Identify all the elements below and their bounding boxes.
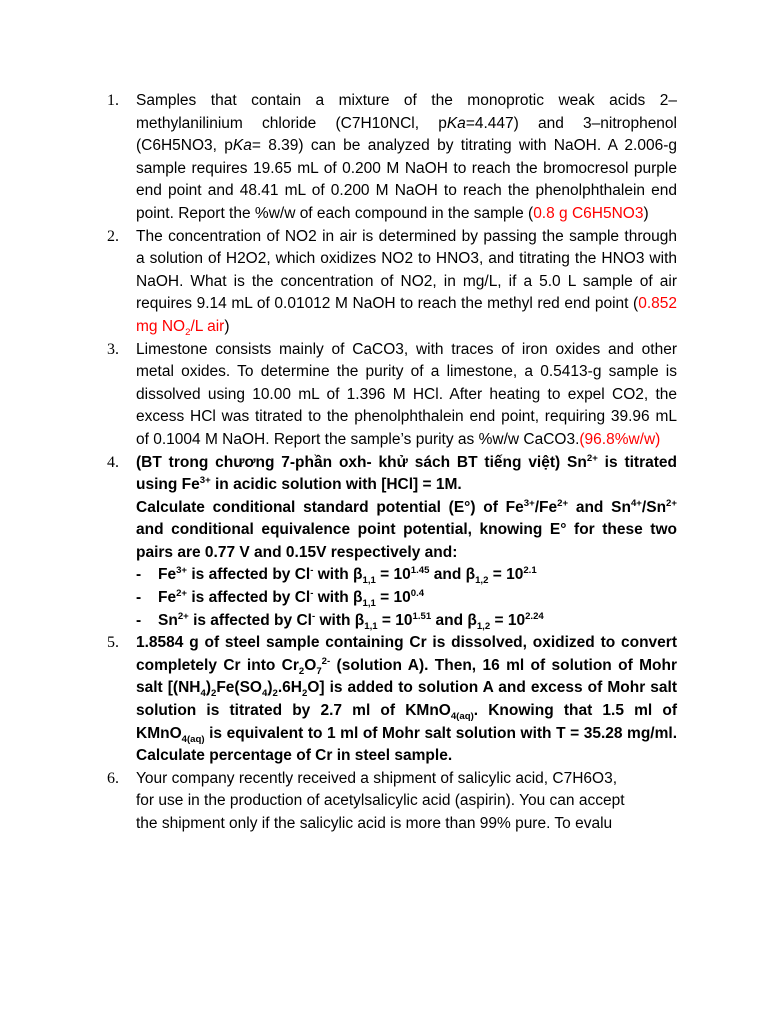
problem-number: 2.	[107, 227, 119, 245]
condition-item: - $Sn^{2+}$ is affected by Cl- with $\beta_{1,1} = 10^{1.51}$ and $\beta_{1,2} = 10^{2.24}$	[136, 610, 544, 632]
problem-text: Limestone consists mainly of CaCO3, with traces of iron oxides and other metal oxides. To determine the purity of a limestone, a 0.5413-g sample is dissolved using 10.00 mL of 1.396 M HCl. After heating to expel CO2, the excess HCl was titrated to the phenolphthalein end point, requiring 39.96 mL of 0.1004 M NaOH. Report the sample’s purity as %w/w CaCO3.(96.8%w/w)	[136, 340, 677, 448]
problem-2	[107, 226, 677, 339]
problem-line: for use in the production of acetylsalicylic acid (aspirin). You can accept	[136, 792, 625, 810]
answer-text: 0.852 mg $NO_2/L$ air	[136, 295, 677, 339]
problem-text: Samples that contain a mixture of the monoprotic weak acids 2–methylanilinium chloride (C7H10NCl, pKa=4.447) and 3–nitrophenol (C6H5NO3, pKa= 8.39) can be analyzed by titrating with NaOH. A 2.006-g sample requires 19.65 mL of 0.200 M NaOH to reach the bromocresol purple end point and 48.41 mL of 0.200 M NaOH to reach the phenolphthalein end point. Report the %w/w of each compound in the sample (0.8 g C6H5NO3)	[136, 92, 677, 222]
problem-paragraph: Calculate conditional standard potential (E°) of $Fe^{3+}/Fe^{2+}$ and $Sn^{4+}/Sn^{2+}$ and conditional equivalence point potential, knowing E° for these two pairs are 0.77 V and 0.15V respectively and:	[136, 497, 677, 561]
problem-6	[107, 768, 677, 836]
problem-number: 5.	[107, 634, 119, 652]
answer-text: (96.8%w/w)	[579, 430, 661, 448]
problem-5	[107, 632, 677, 768]
problem-line: Your company recently received a shipment of salicylic acid, C7H6O3,	[136, 769, 618, 787]
problem-number: 1.	[107, 92, 119, 109]
condition-item: - $Fe^{2+}$ is affected by Cl- with $\beta_{1,1} = 10^{0.4}$	[136, 587, 425, 610]
problem-line: the shipment only if the salicylic acid is more than 99% pure. To evalu	[136, 815, 613, 832]
problem-number: 6.	[107, 769, 119, 787]
problem-text: (BT trong chương 7-phần oxh- khử sách BT tiếng việt) $Sn^{2+}$ is titrated using $Fe^{3+}$ in acidic solution with [HCl] = 1M.	[136, 452, 677, 494]
problem-text	[136, 768, 677, 836]
problem-number: 3.	[107, 340, 119, 358]
problem-1	[107, 90, 677, 226]
problem-4	[107, 452, 677, 633]
problem-number: 4.	[107, 453, 119, 471]
answer-text: 0.8 g C6H5NO3	[533, 204, 644, 222]
problem-text: 1.8584 g of steel sample containing Cr is dissolved, oxidized to convert completely Cr into $Cr_2O_7^{2-}$ (solution A). Then, 16 ml of solution of Mohr salt $[(NH_4)_2Fe(SO_4)_2.6H_2O]$ is added to solution A and excess of Mohr salt solution is titrated by 2.7 ml of KMnO$_{4(aq)}$. Knowing that 1.5 ml of KMnO$_{4(aq)}$ is equivalent to 1 ml of Mohr salt solution with T = 35.28 mg/ml. Calculate percentage of Cr in steel sample.	[136, 634, 677, 765]
condition-item: - $Fe^{3+}$ is affected by Cl- with $\beta_{1,1} = 10^{1.45}$ and $\beta_{1,2} = 10^{2.1}$	[136, 565, 537, 587]
condition-list	[136, 564, 677, 632]
problem-list	[0, 90, 677, 836]
problem-3	[107, 339, 677, 452]
problem-text: The concentration of NO2 in air is determined by passing the sample through a solution of H2O2, which oxidizes NO2 to HNO3, and titrating the HNO3 with NaOH. What is the concentration of NO2, in mg/L, if a 5.0 L sample of air requires 9.14 mL of 0.01012 M NaOH to reach the methyl red end point (0.852 mg $NO_2/L$ air)	[136, 227, 677, 339]
